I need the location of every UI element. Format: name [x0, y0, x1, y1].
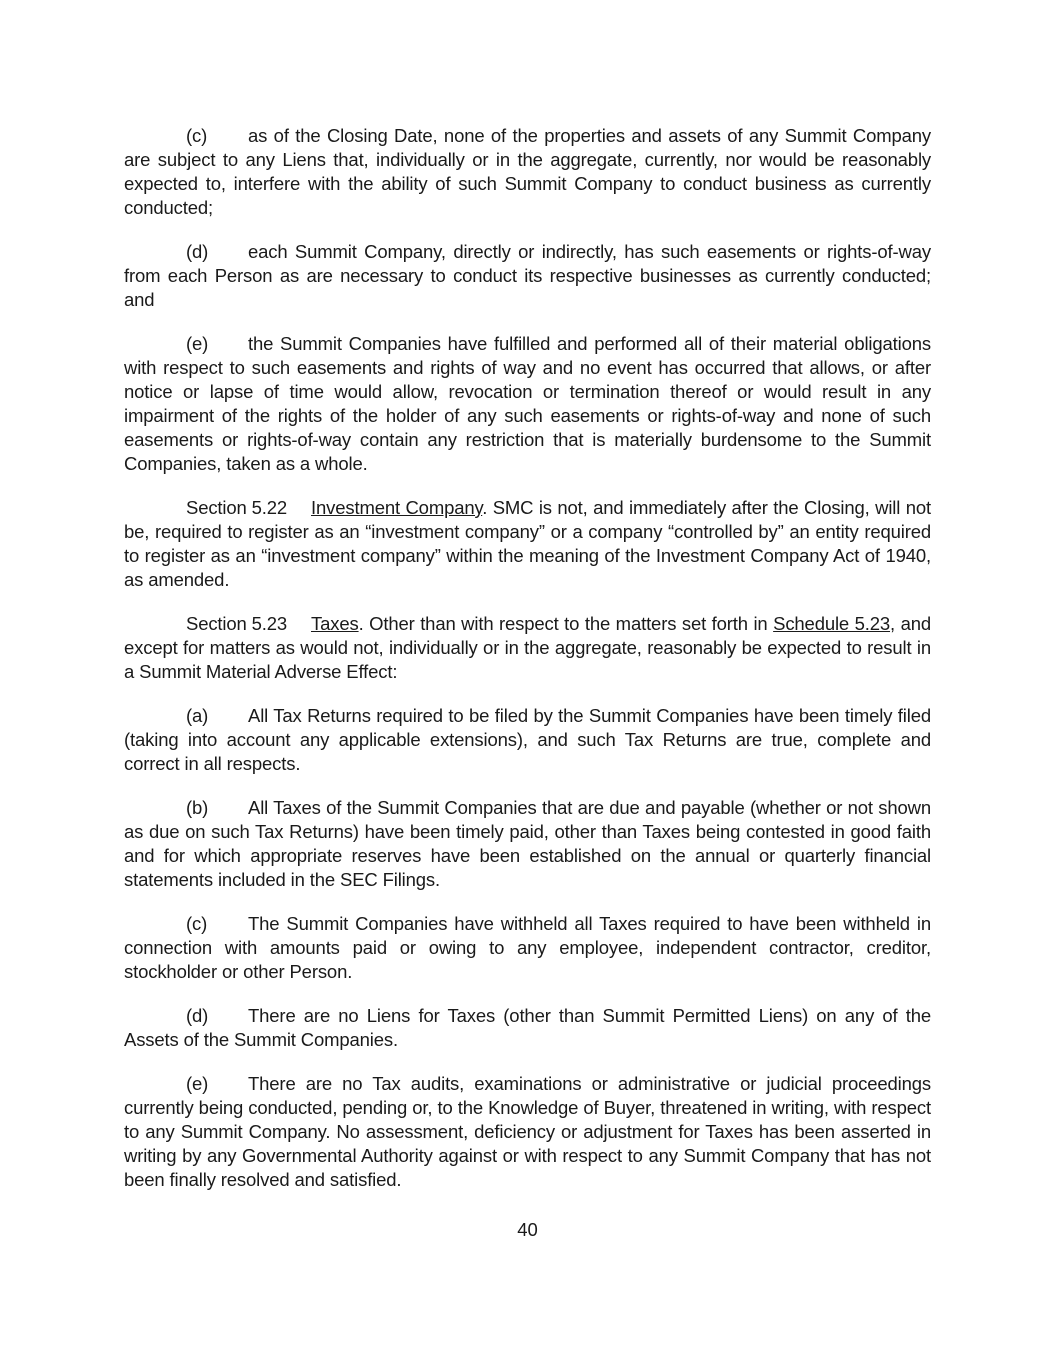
clause-label: (a) [186, 705, 209, 726]
tax-clause-c-withholding [124, 912, 931, 984]
clause-text: All Taxes of the Summit Companies that are due and payable (whether or not shown as due on such Tax Returns) have been timely paid, other than Taxes being contested in good faith and for which appropriate reserves have been established on the annual or quarterly financial statements included in the SEC Filings. [124, 797, 931, 890]
clause-text: The Summit Companies have withheld all Taxes required to have been withheld in connection with amounts paid or owing to any employee, independent contractor, creditor, stockholder or other Person. [124, 913, 931, 982]
section-text: , and except for matters as would not, individually or in the aggregate, reasonably be expected to result in a Summit Material Adverse Effect: [124, 613, 931, 682]
document-body [124, 124, 931, 1192]
clause-text: All Tax Returns required to be filed by the Summit Companies have been timely filed (taking into account any applicable extensions), and such Tax Returns are true, complete and correct in all respects. [124, 705, 931, 774]
clause-label: (c) [186, 125, 208, 146]
clause-label: (e) [186, 1073, 209, 1094]
clause-label: (c) [186, 913, 208, 934]
section-5-23 [124, 612, 931, 684]
tax-clause-d-liens [124, 1004, 931, 1052]
section-number: Section 5.22 [186, 497, 288, 518]
section-heading: Taxes [311, 613, 359, 634]
schedule-reference: Schedule 5.23 [773, 613, 891, 634]
clause-c-closing-date-liens [124, 124, 931, 220]
clause-label: (e) [186, 333, 209, 354]
page-number: 40 [517, 1219, 538, 1240]
clause-label: (d) [186, 1005, 209, 1026]
clause-text: the Summit Companies have fulfilled and performed all of their material obligations with respect to such easements and rights of way and no event has occurred that allows, or after notice or lapse of time would allow, revocation or termination thereof or would result in any impairment of the rights of the holder of any such easements or rights-of-way and none of such easements or rights-of-way contain any restriction that is materially burdensome to the Summit Companies, taken as a whole. [124, 333, 931, 474]
clause-e-obligations [124, 332, 931, 476]
clause-text: each Summit Company, directly or indirectly, has such easements or rights-of-way from each Person as are necessary to conduct its respective businesses as currently conducted; and [124, 241, 931, 310]
section-text: . Other than with respect to the matters set forth in [358, 613, 774, 634]
clause-label: (d) [186, 241, 209, 262]
tax-clause-b-payment [124, 796, 931, 892]
tax-clause-e-audits [124, 1072, 931, 1192]
section-5-22 [124, 496, 931, 592]
tax-clause-a-returns [124, 704, 931, 776]
clause-label: (b) [186, 797, 209, 818]
clause-text: There are no Liens for Taxes (other than Summit Permitted Liens) on any of the Assets of the Summit Companies. [124, 1005, 931, 1050]
clause-text: There are no Tax audits, examinations or administrative or judicial proceedings currently being conducted, pending or, to the Knowledge of Buyer, threatened in writing, with respect to any Summit Company. No assessment, deficiency or adjustment for Taxes has been asserted in writing by any Governmental Authority against or with respect to any Summit Company that has not been finally resolved and satisfied. [124, 1073, 931, 1190]
section-number: Section 5.23 [186, 613, 288, 634]
clause-text: as of the Closing Date, none of the properties and assets of any Summit Company are subject to any Liens that, individually or in the aggregate, currently, nor would be reasonably expected to, interfere with the ability of such Summit Company to conduct business as currently conducted; [124, 125, 931, 218]
clause-d-easements [124, 240, 931, 312]
section-heading: Investment Company [311, 497, 483, 518]
section-text: . SMC is not, and immediately after the Closing, will not be, required to register as an “investment company” or a company “controlled by” an entity required to register as an “investment company” within the meaning of the Investment Company Act of 1940, as amended. [124, 497, 931, 590]
